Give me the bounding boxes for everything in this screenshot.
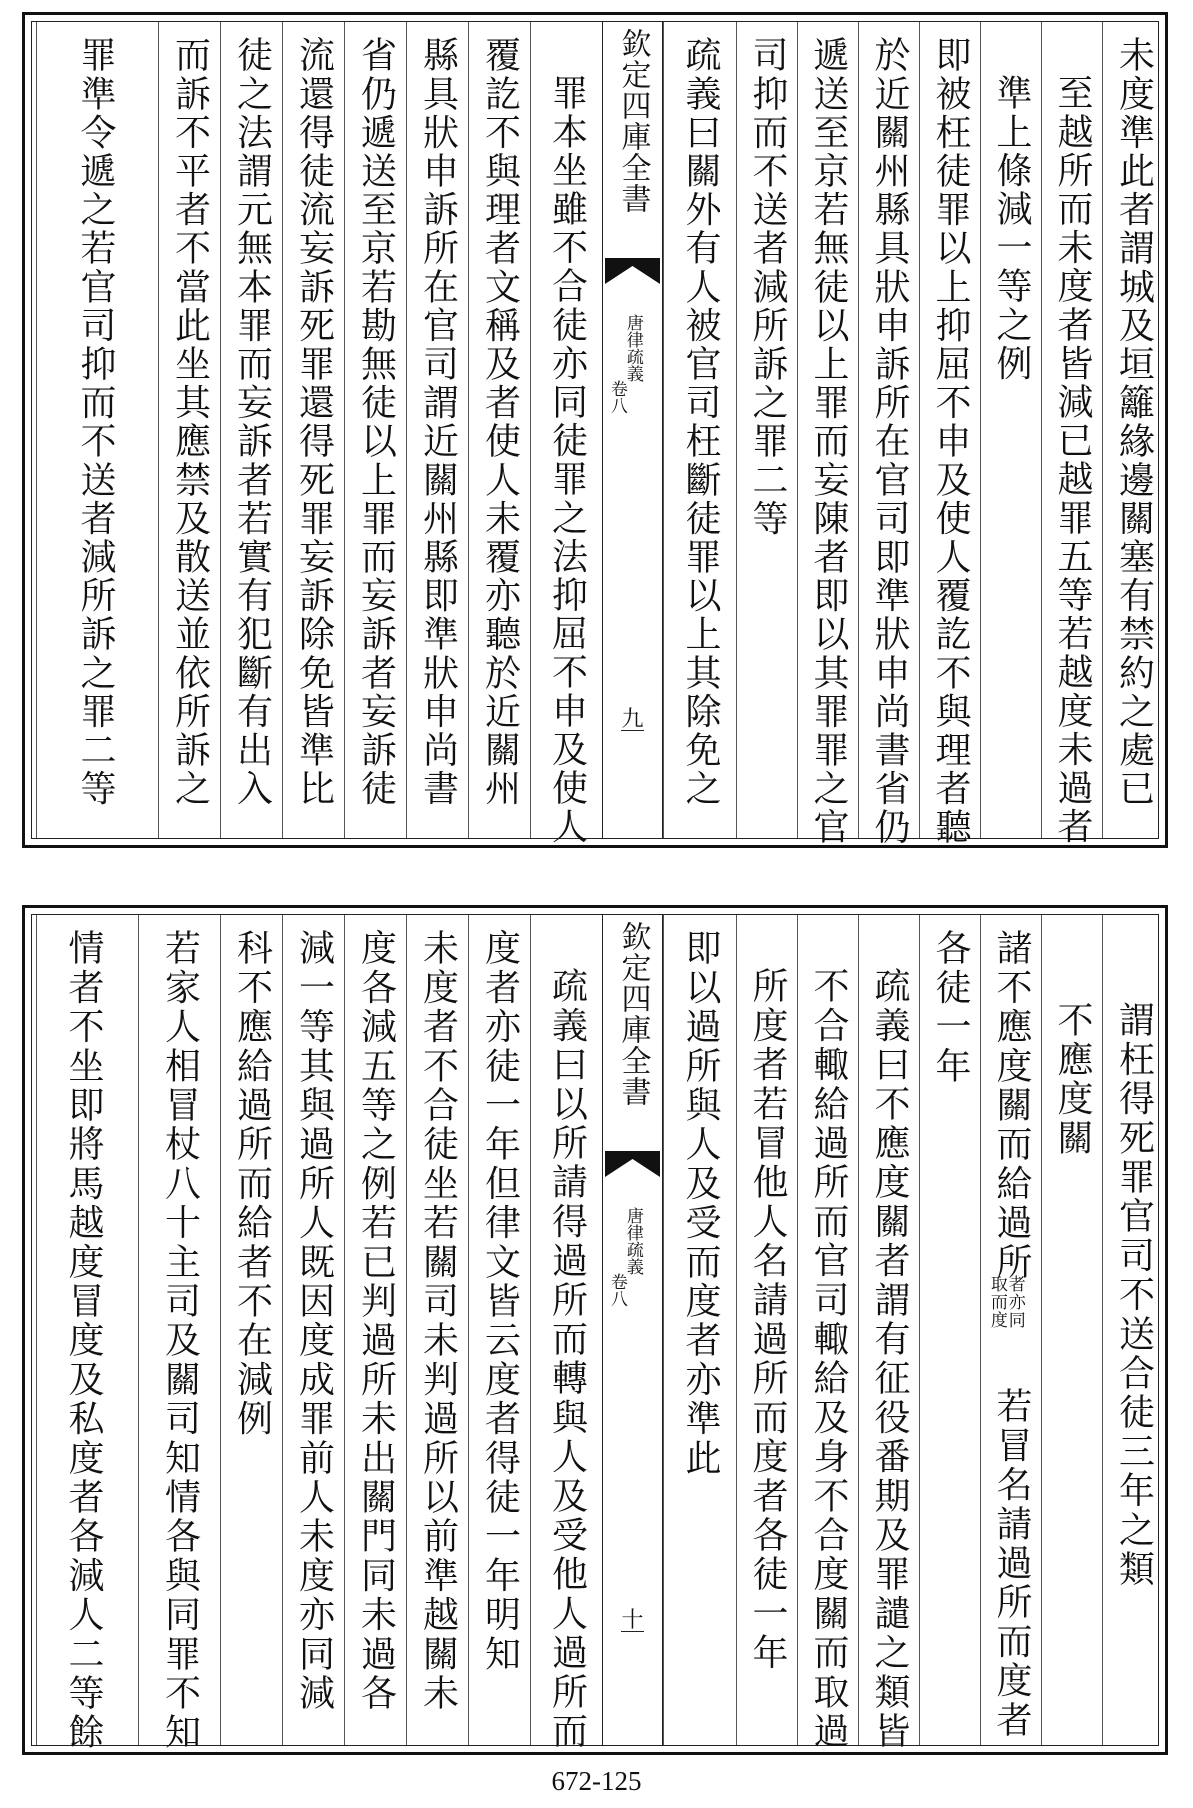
text-column xyxy=(919,915,980,1745)
column-text: 覆訖不與理者文稱及者使人未覆亦聽於近關州 xyxy=(479,36,521,808)
book-title: 欽定四庫全書 xyxy=(615,28,651,214)
column-text: 情者不坐即將馬越度冒度及私度者各減人二等餘 xyxy=(63,929,104,1753)
column-text: 疏義曰不應度關者謂有征役番期及罪譴之類皆 xyxy=(869,967,910,1751)
column-text: 不合輙給過所而官司輙給及身不合度關而取過 xyxy=(808,967,849,1751)
text-column xyxy=(1102,915,1164,1745)
text-column xyxy=(797,22,858,847)
column-text: 準上條減一等之例 xyxy=(991,74,1032,383)
volume-label: 卷八 xyxy=(606,380,627,414)
column-text: 至越所而未度者皆減已越罪五等若越度未過者 xyxy=(1052,74,1093,846)
text-column xyxy=(1041,915,1102,1745)
text-column xyxy=(663,915,736,1745)
column-text: 徒之法謂元無本罪而妄訴者若實有犯斷有出入 xyxy=(231,36,273,808)
column-text: 縣具狀申訴所在官司謂近關州縣即準狀申尚書 xyxy=(417,36,459,808)
column-text: 即被枉徒罪以上抑屈不申及使人覆訖不與理者聽 xyxy=(930,36,971,847)
column-text: 諸不應度關而給過所 xyxy=(991,929,1032,1282)
text-column xyxy=(36,22,158,838)
text-column xyxy=(158,22,220,838)
note-line: 者亦同 xyxy=(1004,1275,1025,1329)
text-column xyxy=(344,915,406,1745)
bottom-page-frame xyxy=(31,914,1159,1753)
column-text: 疏義曰以所請得過所而轉與人及受他人過所而 xyxy=(546,967,588,1751)
text-column xyxy=(736,22,797,838)
column-text: 疏義曰關外有人被官司枉斷徒罪以上其除免之 xyxy=(680,36,721,808)
text-column xyxy=(1102,22,1164,838)
volume-label: 卷八 xyxy=(606,1273,627,1307)
bottom-page xyxy=(22,905,1168,1755)
fold-column xyxy=(602,22,663,838)
column-text: 若家人相冒杖八十主司及關司知情各與同罪不知 xyxy=(159,929,201,1753)
column-text: 於近關州縣具狀申訴所在官司即準狀申尚書省仍 xyxy=(869,36,910,847)
text-column xyxy=(797,915,858,1751)
text-column xyxy=(736,915,797,1745)
column-text: 遞送至京若無徒以上罪而妄陳者即以其罪罪之官 xyxy=(808,36,849,847)
leaf-number: 十 xyxy=(621,1608,644,1633)
column-text: 而訴不平者不當此坐其應禁及散送並依所訴之 xyxy=(169,36,211,808)
column-text: 度各減五等之例若已判過所未出關門同未過各 xyxy=(355,929,397,1713)
text-column xyxy=(282,22,344,838)
text-column xyxy=(282,915,344,1745)
text-column xyxy=(1041,22,1102,846)
text-column xyxy=(663,22,736,838)
leaf-number: 九 xyxy=(621,707,644,732)
column-text: 謂枉得死罪官司不送合徒三年之類 xyxy=(1113,1001,1155,1589)
column-text: 減一等其與過所人既因度成罪前人未度亦同減 xyxy=(293,929,335,1713)
top-page xyxy=(22,12,1168,848)
column-text: 流還得徒流妄訴死罪還得死罪妄訴除免皆準比 xyxy=(293,36,335,808)
text-column xyxy=(220,915,282,1745)
note-line: 取而度 xyxy=(986,1275,1007,1329)
top-page-frame xyxy=(31,21,1159,847)
text-column xyxy=(980,22,1041,838)
column-text: 省仍遞送至京若勘無徒以上罪而妄訴者妄訴徒 xyxy=(355,36,397,808)
column-text: 即以過所與人及受而度者亦準此 xyxy=(680,929,721,1478)
text-column xyxy=(406,22,468,838)
book-name: 唐律疏義 xyxy=(622,1207,643,1275)
fold-rule xyxy=(621,730,644,731)
text-column xyxy=(138,915,220,1753)
fold-rule xyxy=(621,1631,644,1632)
text-column xyxy=(530,915,602,1751)
text-column xyxy=(406,915,468,1745)
column-text: 度者亦徒一年但律文皆云度者得徒一年明知 xyxy=(479,929,521,1674)
column-text: 司抑而不送者減所訴之罪二等 xyxy=(747,36,788,538)
text-column xyxy=(468,22,530,838)
text-column xyxy=(980,915,1041,1745)
column-text: 各徒一年 xyxy=(930,929,971,1086)
column-text: 科不應給過所而給者不在減例 xyxy=(231,929,273,1439)
book-title: 欽定四庫全書 xyxy=(615,921,651,1107)
text-column xyxy=(530,22,602,846)
text-column xyxy=(858,22,919,847)
text-column xyxy=(344,22,406,838)
book-name: 唐律疏義 xyxy=(622,314,643,382)
interlinear-note xyxy=(987,1275,1023,1333)
column-text: 罪本坐雖不合徒亦同徒罪之法抑屈不申及使人 xyxy=(546,74,588,846)
text-column xyxy=(858,915,919,1751)
fish-tail-mark xyxy=(605,258,660,284)
page-number: 672-125 xyxy=(551,1766,642,1796)
column-text: 未度者不合徒坐若關司未判過所以前準越關未 xyxy=(417,929,459,1713)
text-column xyxy=(36,915,138,1753)
column-text: 不應度關 xyxy=(1052,1001,1093,1158)
text-column xyxy=(468,915,530,1745)
column-text: 未度準此者謂城及垣籬緣邊關塞有禁約之處已 xyxy=(1113,36,1155,808)
fish-tail-mark xyxy=(605,1151,660,1177)
text-column xyxy=(220,22,282,838)
column-text: 罪準令遞之若官司抑而不送者減所訴之罪二等 xyxy=(75,36,116,808)
fold-column xyxy=(602,915,663,1745)
column-text: 若冒名請過所而度者 xyxy=(991,1387,1032,1740)
column-text: 所度者若冒他人名請過所而度者各徒一年 xyxy=(747,967,788,1673)
text-column xyxy=(919,22,980,847)
